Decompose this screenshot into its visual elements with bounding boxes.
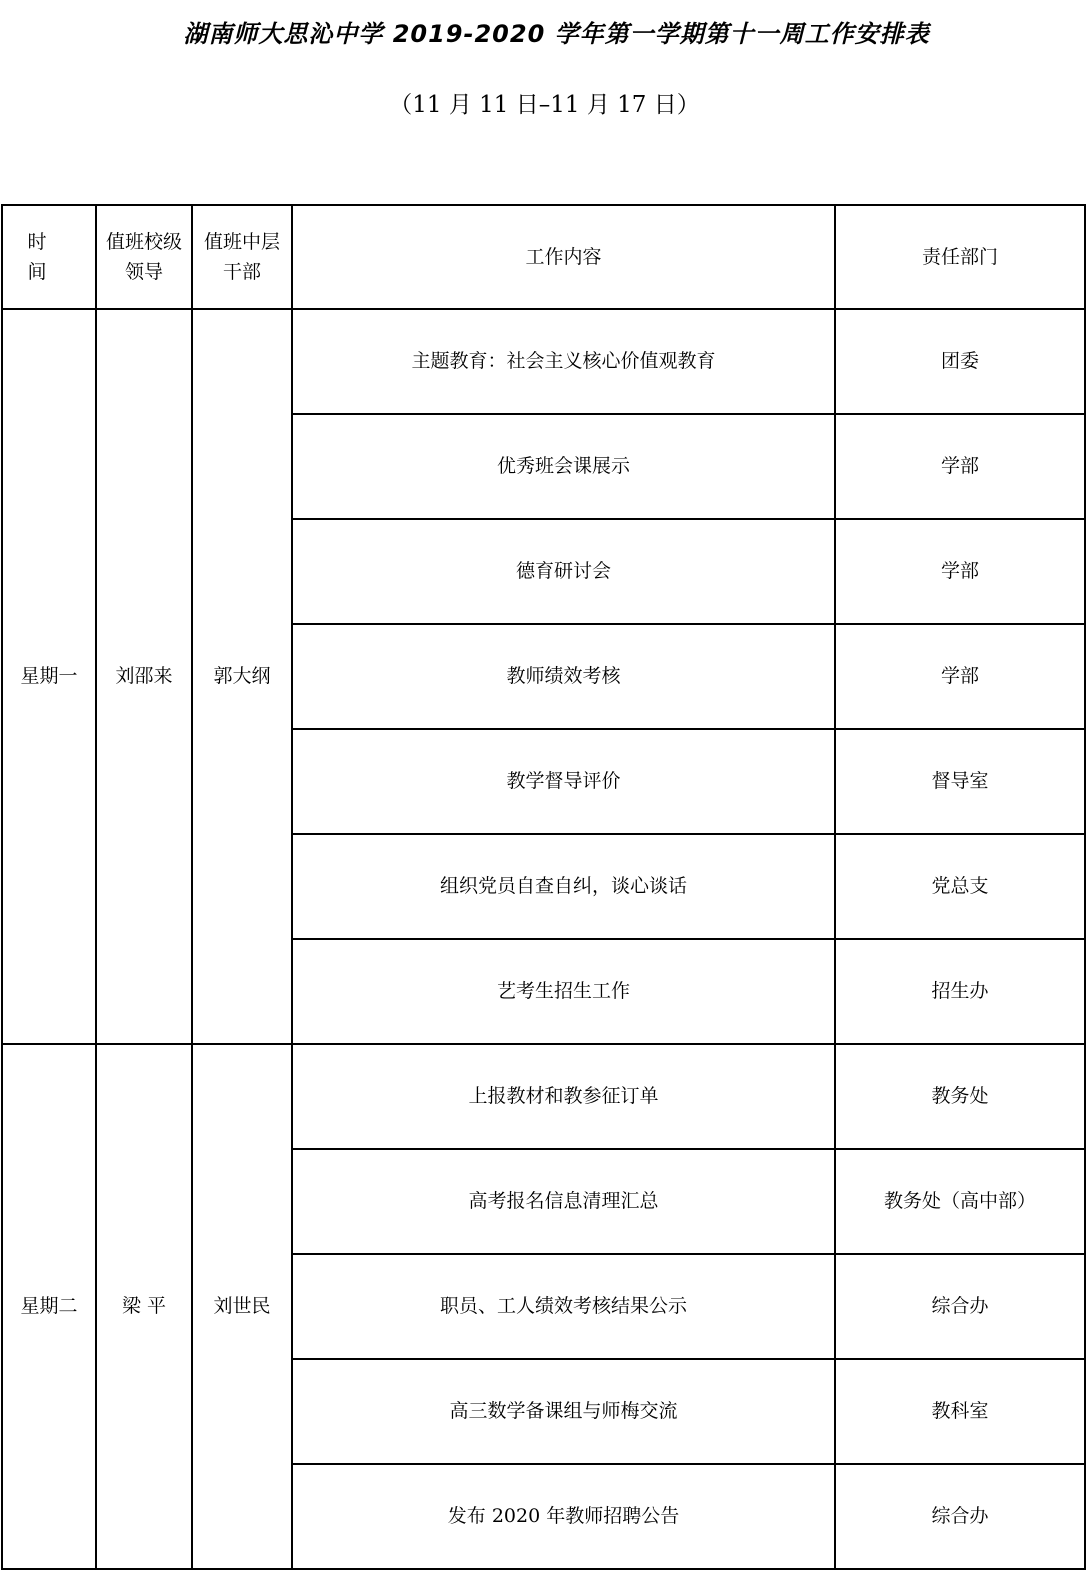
content-cell: 发布 2020 年教师招聘公告 <box>292 1464 835 1569</box>
day-cell: 星期一 <box>2 309 96 1044</box>
department-cell: 综合办 <box>835 1254 1085 1359</box>
header-school-leader: 值班校级领导 <box>96 205 192 309</box>
content-cell: 教师绩效考核 <box>292 624 835 729</box>
content-cell: 高三数学备课组与师梅交流 <box>292 1359 835 1464</box>
content-cell: 教学督导评价 <box>292 729 835 834</box>
content-cell: 主题教育：社会主义核心价值观教育 <box>292 309 835 414</box>
department-cell: 教务处 <box>835 1044 1085 1149</box>
table-row <box>2 309 1085 414</box>
leader-cell: 刘邵来 <box>96 309 192 1044</box>
content-cell: 高考报名信息清理汇总 <box>292 1149 835 1254</box>
department-cell: 党总支 <box>835 834 1085 939</box>
content-cell: 优秀班会课展示 <box>292 414 835 519</box>
header-department: 责任部门 <box>835 205 1085 309</box>
cadre-cell: 郭大纲 <box>192 309 292 1044</box>
content-cell: 组织党员自查自纠，谈心谈话 <box>292 834 835 939</box>
content-cell: 职员、工人绩效考核结果公示 <box>292 1254 835 1359</box>
cadre-cell: 刘世民 <box>192 1044 292 1569</box>
work-schedule-table <box>1 204 1086 1570</box>
table-row <box>2 1044 1085 1149</box>
content-cell: 上报教材和教参征订单 <box>292 1044 835 1149</box>
department-cell: 教科室 <box>835 1359 1085 1464</box>
day-cell: 星期二 <box>2 1044 96 1569</box>
department-cell: 学部 <box>835 624 1085 729</box>
department-cell: 学部 <box>835 519 1085 624</box>
header-time: 时 间 <box>2 205 96 309</box>
department-cell: 督导室 <box>835 729 1085 834</box>
department-cell: 教务处（高中部） <box>835 1149 1085 1254</box>
content-cell: 德育研讨会 <box>292 519 835 624</box>
date-range: （11 月 11 日–11 月 17 日） <box>389 92 700 118</box>
department-cell: 综合办 <box>835 1464 1085 1569</box>
header-content: 工作内容 <box>292 205 835 309</box>
department-cell: 招生办 <box>835 939 1085 1044</box>
department-cell: 学部 <box>835 414 1085 519</box>
document-title: 湖南师大思沁中学 2019-2020 学年第一学期第十一周工作安排表 <box>183 20 930 48</box>
header-row <box>2 205 1085 309</box>
department-cell: 团委 <box>835 309 1085 414</box>
content-cell: 艺考生招生工作 <box>292 939 835 1044</box>
leader-cell: 梁 平 <box>96 1044 192 1569</box>
header-middle-cadre: 值班中层干部 <box>192 205 292 309</box>
